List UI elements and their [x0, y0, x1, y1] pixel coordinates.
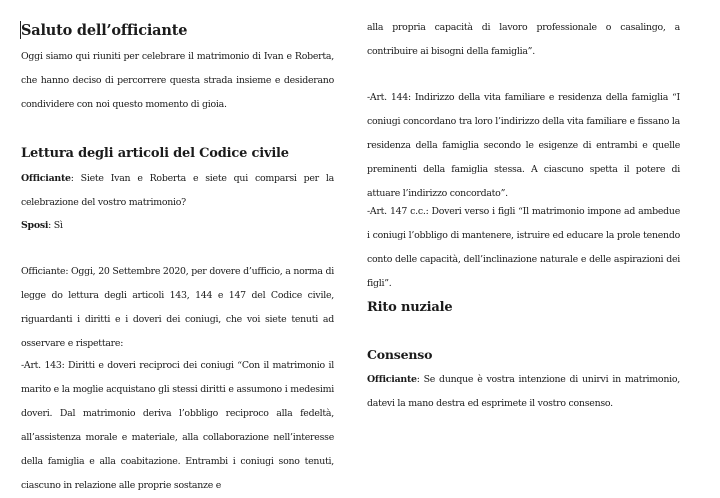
officiante-label-consenso: Officiante	[367, 374, 417, 385]
paragraph-sposi-answer[interactable]	[21, 214, 334, 238]
paragraph-consenso[interactable]	[367, 368, 680, 416]
heading-rito-nuziale[interactable]: Rito nuziale	[367, 300, 453, 315]
heading-lettura[interactable]: Lettura degli articoli del Codice civile	[21, 146, 289, 161]
paragraph-art-143-continued[interactable]: alla propria capacità di lavoro professionale o casalingo, a contribuire ai bisogni della famiglia”.	[367, 22, 680, 57]
paragraph-art-143[interactable]: -Art. 143: Diritti e doveri reciproci dei coniugi “Con il matrimonio il marito e la moglie acquistano gli stessi diritti e assumono i medesimi doveri. Dal matrimonio deriva l’obbligo reciproco alla fedeltà, all’assistenza morale e materiale, alla collaborazione nell’interesse della famiglia e alla coabitazione. Entrambi i coniugi sono tenuti, ciascuno in relazione alle proprie sostanze e	[21, 360, 334, 491]
officiante-label: Officiante	[21, 173, 71, 184]
sposi-label: Sposi	[21, 220, 49, 231]
paragraph-officiante-intro[interactable]: Officiante: Oggi, 20 Settembre 2020, per dovere d’ufficio, a norma di legge do lettura degli articoli 143, 144 e 147 del Codice civile, riguardanti i diritti e i doveri dei coniugi, che voi siete tenuti ad osservare e rispettare:	[21, 266, 334, 349]
heading-saluto[interactable]: Saluto dell’officiante	[21, 22, 188, 39]
sposi-answer-text: : Sì	[48, 220, 63, 231]
officiante-question-text: : Siete Ivan e Roberta e siete qui comparsi per la celebrazione del vostro matrimonio?	[21, 173, 334, 208]
paragraph-saluto[interactable]: Oggi siamo qui riuniti per celebrare il matrimonio di Ivan e Roberta, che hanno deciso di percorrere questa strada insieme e desiderano condividere con noi questo momento di gioia.	[21, 51, 334, 110]
paragraph-officiante-question[interactable]	[21, 167, 334, 215]
heading-consenso[interactable]: Consenso	[367, 347, 433, 362]
paragraph-art-147[interactable]: -Art. 147 c.c.: Doveri verso i figli “Il matrimonio impone ad ambedue i coniugi l’obbligo di mantenere, istruire ed educare la prole tenendo conto delle capacità, dell’inclinazione naturale e delle aspirazioni dei figli”.	[367, 206, 680, 289]
consenso-text: : Se dunque è vostra intenzione di unirvi in matrimonio, datevi la mano destra ed esprimete il vostro consenso.	[367, 374, 680, 409]
paragraph-art-144[interactable]: -Art. 144: Indirizzo della vita familiare e residenza della famiglia “I coniugi concordano tra loro l’indirizzo della vita familiare e fissano la residenza della famiglia secondo le esigenze di entrambi e quelle preminenti della famiglia stessa. A ciascuno spetta il potere di attuare l’indirizzo concordato”.	[367, 92, 680, 199]
